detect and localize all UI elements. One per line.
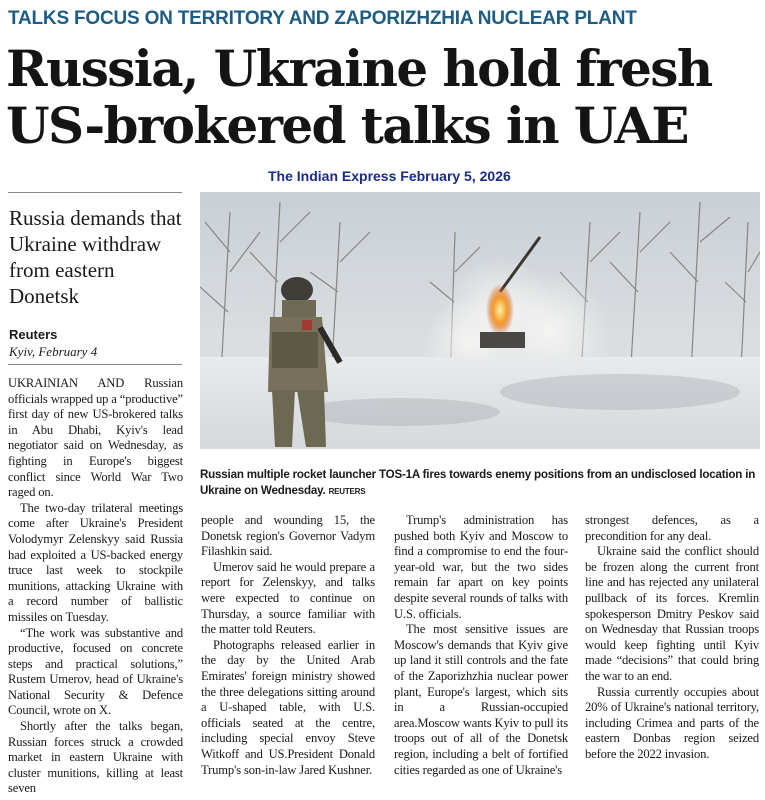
paragraph: strongest defences, as a precondition for any deal. — [585, 513, 759, 543]
paragraph: Photographs released earlier in the day by the United Arab Emirates' foreign ministry showed the three delegations sitting around a U-shaped table, with U.S. officials seated at the centre, including special envoy Steve Witkoff and US.President Donald Trump's son-in-law Jared Kushner. — [201, 637, 375, 777]
dateline: The Indian Express February 5, 2026 — [268, 168, 511, 184]
article-column-4 — [585, 513, 759, 763]
article-column-1 — [8, 376, 183, 797]
photo-illustration — [200, 192, 760, 449]
headline-line-1: Russia, Ukraine hold fresh — [6, 39, 712, 98]
paragraph: Umerov said he would prepare a report for Zelenskyy, and talks were expected to continue on Thursday, a source familiar with the matter told Reuters. — [201, 559, 375, 637]
article-column-2 — [201, 513, 375, 778]
paragraph: “The work was substantive and productive, focused on concrete steps and practical solutions,” Rustem Umerov, head of Ukraine's National Security & Defence Council, wrote on X. — [8, 625, 183, 718]
article-column-3 — [394, 513, 568, 778]
paragraph: people and wounding 15, the Donetsk region's Governor Vadym Filashkin said. — [201, 513, 375, 559]
paragraph: UKRAINIAN AND Russian officials wrapped up a “productive” first day of new US-brokered talks in Abu Dhabi, Kyiv's lead negotiator said on Wednesday, as fighting in Europe's biggest conflict since World War Two raged on. — [8, 376, 183, 500]
paragraph: The most sensitive issues are Moscow's demands that Kyiv give up land it still controls and the fate of the Zaporizhzhia nuclear power plant, Europe's largest, which sits in a Russian-occupied area.Moscow wants Kyiv to pull its troops out of all of the Donetsk region, including a belt of fortified cities regarded as one of Ukraine's — [394, 622, 568, 777]
kicker: TALKS FOCUS ON TERRITORY AND ZAPORIZHZHIA NUCLEAR PLANT — [8, 8, 637, 29]
paragraph: Shortly after the talks began, Russian forces struck a crowded market in eastern Ukraine with cluster munitions, killing at least seven — [8, 719, 183, 796]
headline — [6, 40, 712, 154]
deck: Russia demands that Ukraine withdraw from eastern Donetsk — [9, 206, 182, 308]
divider — [8, 364, 182, 365]
caption-text: Russian multiple rocket launcher TOS-1A fires towards enemy positions from an undisclosed location in Ukraine on Wednesday. — [200, 468, 756, 497]
place-date: Kyiv, February 4 — [9, 344, 98, 359]
photo-caption — [200, 467, 760, 500]
photo-credit: REUTERS — [328, 487, 366, 496]
paragraph: Ukraine said the conflict should be frozen along the current front line and has rejected any unilateral pullback of its forces. Kremlin spokesperson Dmitry Peskov said on Wednesday that Russian troops would keep fighting until Kyiv made “decisions” that could bring the war to an end. — [585, 544, 759, 683]
paragraph: Russia currently occupies about 20% of Ukraine's national territory, including Crimea and parts of the eastern Donbas region seized before the 2022 invasion. — [585, 684, 759, 761]
divider — [8, 192, 182, 193]
byline: Reuters — [9, 327, 58, 342]
paragraph: Trump's administration has pushed both Kyiv and Moscow to find a compromise to end the four-year-old war, but the two sides remain far apart on key points despite several rounds of talks with U.S. officials. — [394, 513, 568, 621]
paragraph: The two-day trilateral meetings come after Ukraine's President Volodymyr Zelenskyy said Russia had exploited a US-backed energy truce last week to stockpile munitions, attacking Ukraine with a record number of ballistic missiles on Tuesday. — [8, 500, 183, 624]
headline-line-2: US-brokered talks in UAE — [6, 96, 688, 155]
news-photo — [200, 192, 760, 449]
